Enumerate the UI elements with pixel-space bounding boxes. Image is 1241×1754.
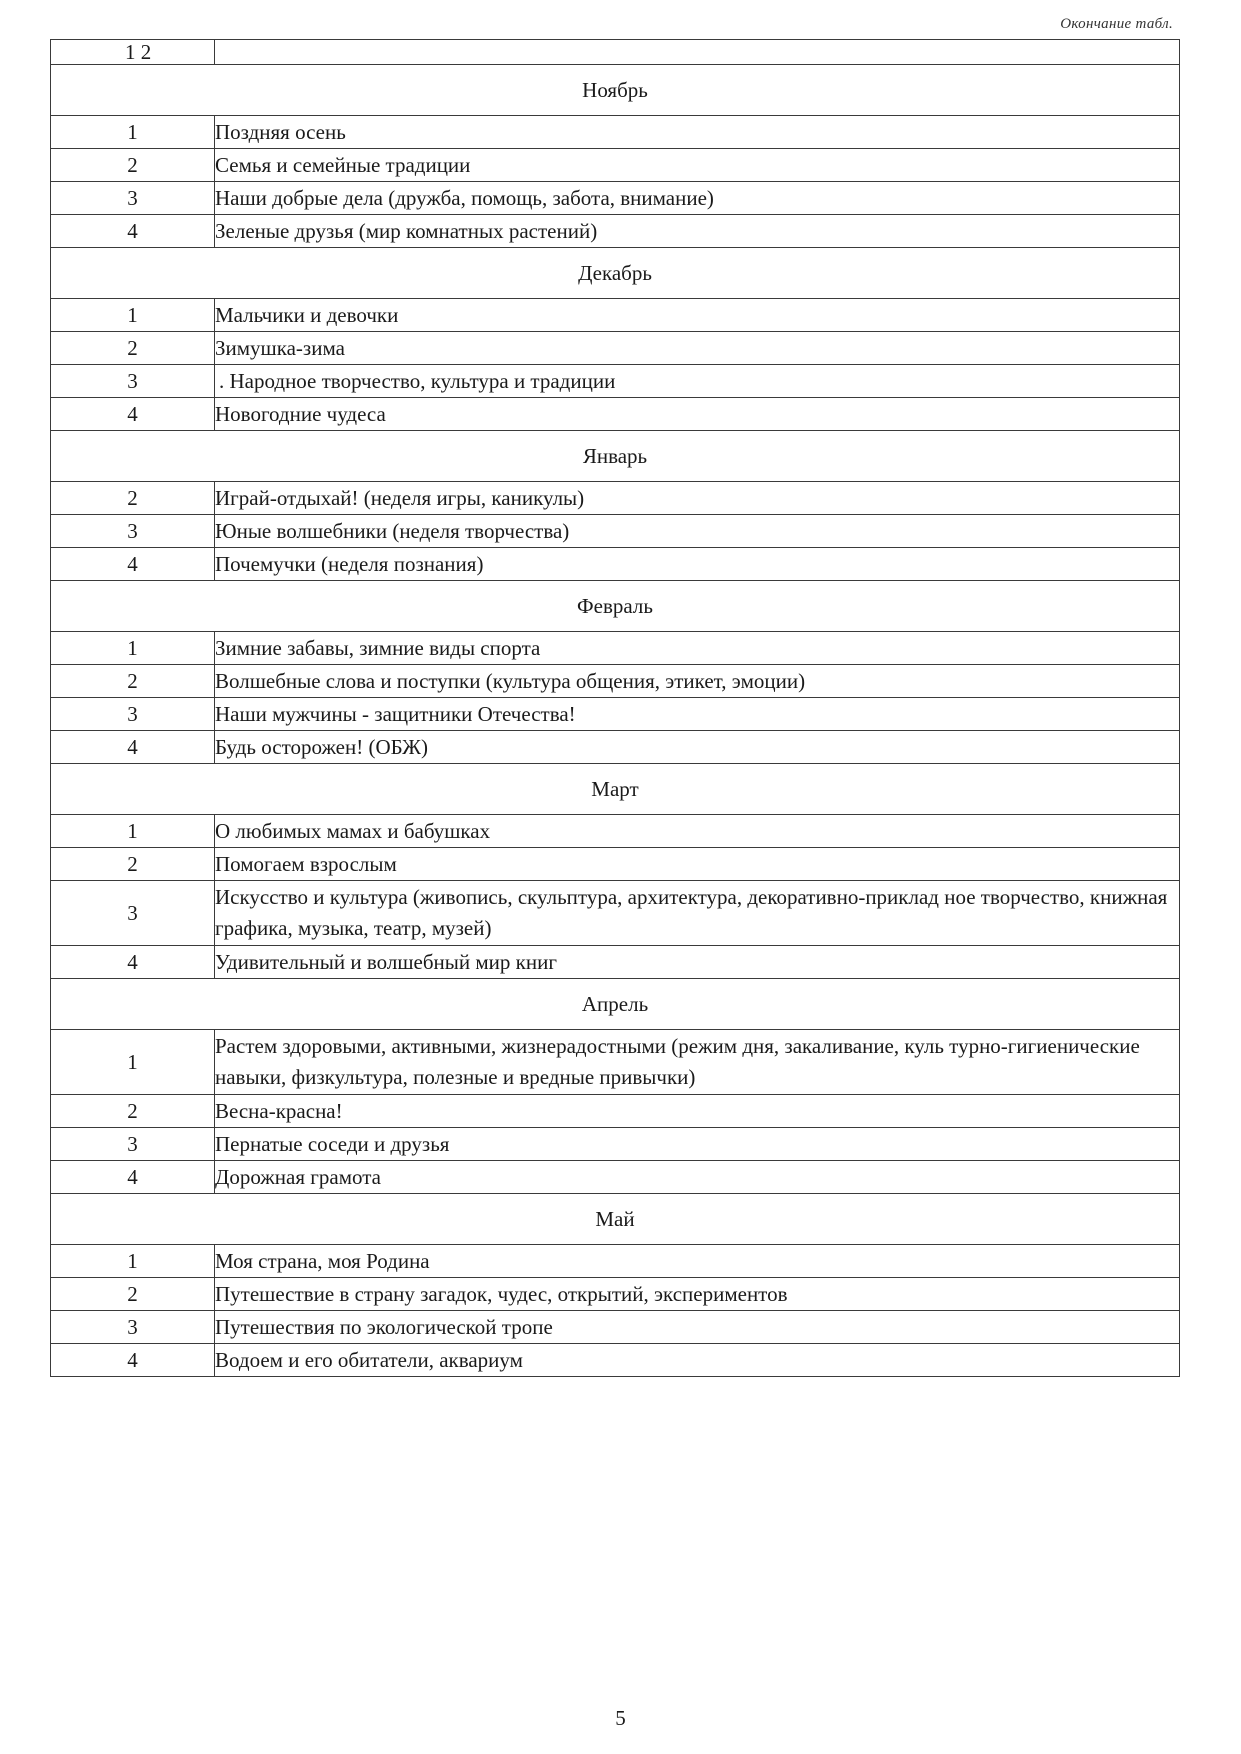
week-theme: Помогаем взрослым xyxy=(215,848,1180,881)
week-theme: Зеленые друзья (мир комнатных растений) xyxy=(215,215,1180,248)
week-number: 2 xyxy=(51,332,215,365)
table-row xyxy=(51,665,1180,698)
week-theme: О любимых мамах и бабушках xyxy=(215,815,1180,848)
month-row-may xyxy=(51,1194,1180,1245)
week-number: 4 xyxy=(51,946,215,979)
table-row xyxy=(51,1344,1180,1377)
week-theme: Юные волшебники (неделя творчества) xyxy=(215,515,1180,548)
table-row xyxy=(51,1161,1180,1194)
week-number: 1 xyxy=(51,815,215,848)
table-row xyxy=(51,215,1180,248)
week-theme: Путешествие в страну загадок, чудес, открытий, экспериментов xyxy=(215,1278,1180,1311)
week-number: 2 xyxy=(51,482,215,515)
week-number: 2 xyxy=(51,665,215,698)
table-row xyxy=(51,299,1180,332)
week-number: 1 xyxy=(51,116,215,149)
week-theme: Играй-отдыхай! (неделя игры, каникулы) xyxy=(215,482,1180,515)
week-number: 4 xyxy=(51,548,215,581)
month-label: Февраль xyxy=(51,581,1180,632)
week-number: 2 xyxy=(51,1095,215,1128)
table-row xyxy=(51,731,1180,764)
month-label: Март xyxy=(51,764,1180,815)
week-theme: Моя страна, моя Родина xyxy=(215,1245,1180,1278)
week-theme: Новогодние чудеса xyxy=(215,398,1180,431)
week-number: 2 xyxy=(51,149,215,182)
week-theme: Искусство и культура (живопись, скульптура, архитектура, декоративно-приклад ное творчество, книжная графика, музыка, театр, музей) xyxy=(215,881,1180,946)
month-row-december xyxy=(51,248,1180,299)
table-row xyxy=(51,632,1180,665)
week-number: 3 xyxy=(51,698,215,731)
week-number: 3 xyxy=(51,881,215,946)
table-row xyxy=(51,1030,1180,1095)
table-row xyxy=(51,332,1180,365)
header-cell-numbers: 1 2 xyxy=(51,40,215,65)
month-label: Декабрь xyxy=(51,248,1180,299)
page-number: 5 xyxy=(615,1706,626,1730)
week-number: 4 xyxy=(51,215,215,248)
week-number: 4 xyxy=(51,398,215,431)
table-row xyxy=(51,946,1180,979)
table-row xyxy=(51,182,1180,215)
week-number: 4 xyxy=(51,1344,215,1377)
table-row xyxy=(51,482,1180,515)
month-row-february xyxy=(51,581,1180,632)
month-row-april xyxy=(51,979,1180,1030)
week-number: 3 xyxy=(51,182,215,215)
week-theme: Пернатые соседи и друзья xyxy=(215,1128,1180,1161)
week-theme: Зимние забавы, зимние виды спорта xyxy=(215,632,1180,665)
week-theme: Поздняя осень xyxy=(215,116,1180,149)
week-number: 3 xyxy=(51,1128,215,1161)
week-theme: Наши мужчины - защитники Отечества! xyxy=(215,698,1180,731)
week-number: 1 xyxy=(51,1030,215,1095)
month-label: Ноябрь xyxy=(51,65,1180,116)
table-row xyxy=(51,116,1180,149)
themes-table xyxy=(50,39,1180,1377)
table-row xyxy=(51,881,1180,946)
month-label: Май xyxy=(51,1194,1180,1245)
table-row xyxy=(51,548,1180,581)
table-row xyxy=(51,365,1180,398)
week-number: 4 xyxy=(51,731,215,764)
week-number: 3 xyxy=(51,1311,215,1344)
month-label: Январь xyxy=(51,431,1180,482)
table-header-row xyxy=(51,40,1180,65)
week-number: 1 xyxy=(51,299,215,332)
week-number: 1 xyxy=(51,1245,215,1278)
week-theme: Зимушка-зима xyxy=(215,332,1180,365)
week-theme: Весна-красна! xyxy=(215,1095,1180,1128)
week-number: 1 xyxy=(51,632,215,665)
week-theme: Мальчики и девочки xyxy=(215,299,1180,332)
week-number: 2 xyxy=(51,848,215,881)
week-theme: Волшебные слова и поступки (культура общения, этикет, эмоции) xyxy=(215,665,1180,698)
week-theme: Будь осторожен! (ОБЖ) xyxy=(215,731,1180,764)
week-theme: Растем здоровыми, активными, жизнерадостными (режим дня, закаливание, куль турно-гигиенические навыки, физкультура, полезные и вредные привычки) xyxy=(215,1030,1180,1095)
week-number: 3 xyxy=(51,365,215,398)
table-row xyxy=(51,1311,1180,1344)
table-row xyxy=(51,815,1180,848)
week-theme: Путешествия по экологической тропе xyxy=(215,1311,1180,1344)
week-number: 2 xyxy=(51,1278,215,1311)
week-number: 4 xyxy=(51,1161,215,1194)
week-theme: Семья и семейные традиции xyxy=(215,149,1180,182)
table-row xyxy=(51,698,1180,731)
table-row xyxy=(51,1128,1180,1161)
week-theme: . Народное творчество, культура и традиции xyxy=(215,365,1180,398)
week-theme: Водоем и его обитатели, аквариум xyxy=(215,1344,1180,1377)
week-theme: Наши добрые дела (дружба, помощь, забота, внимание) xyxy=(215,182,1180,215)
week-theme: Почемучки (неделя познания) xyxy=(215,548,1180,581)
table-caption: Окончание табл. xyxy=(1060,16,1173,32)
header-cell-empty xyxy=(215,40,1180,65)
table-row xyxy=(51,1278,1180,1311)
table-row xyxy=(51,1095,1180,1128)
table-row xyxy=(51,149,1180,182)
week-number: 3 xyxy=(51,515,215,548)
month-row-november xyxy=(51,65,1180,116)
table-row xyxy=(51,515,1180,548)
month-label: Апрель xyxy=(51,979,1180,1030)
month-row-march xyxy=(51,764,1180,815)
table-row xyxy=(51,398,1180,431)
month-row-january xyxy=(51,431,1180,482)
table-row xyxy=(51,1245,1180,1278)
table-row xyxy=(51,848,1180,881)
week-theme: Дорожная грамота xyxy=(215,1161,1180,1194)
week-theme: Удивительный и волшебный мир книг xyxy=(215,946,1180,979)
